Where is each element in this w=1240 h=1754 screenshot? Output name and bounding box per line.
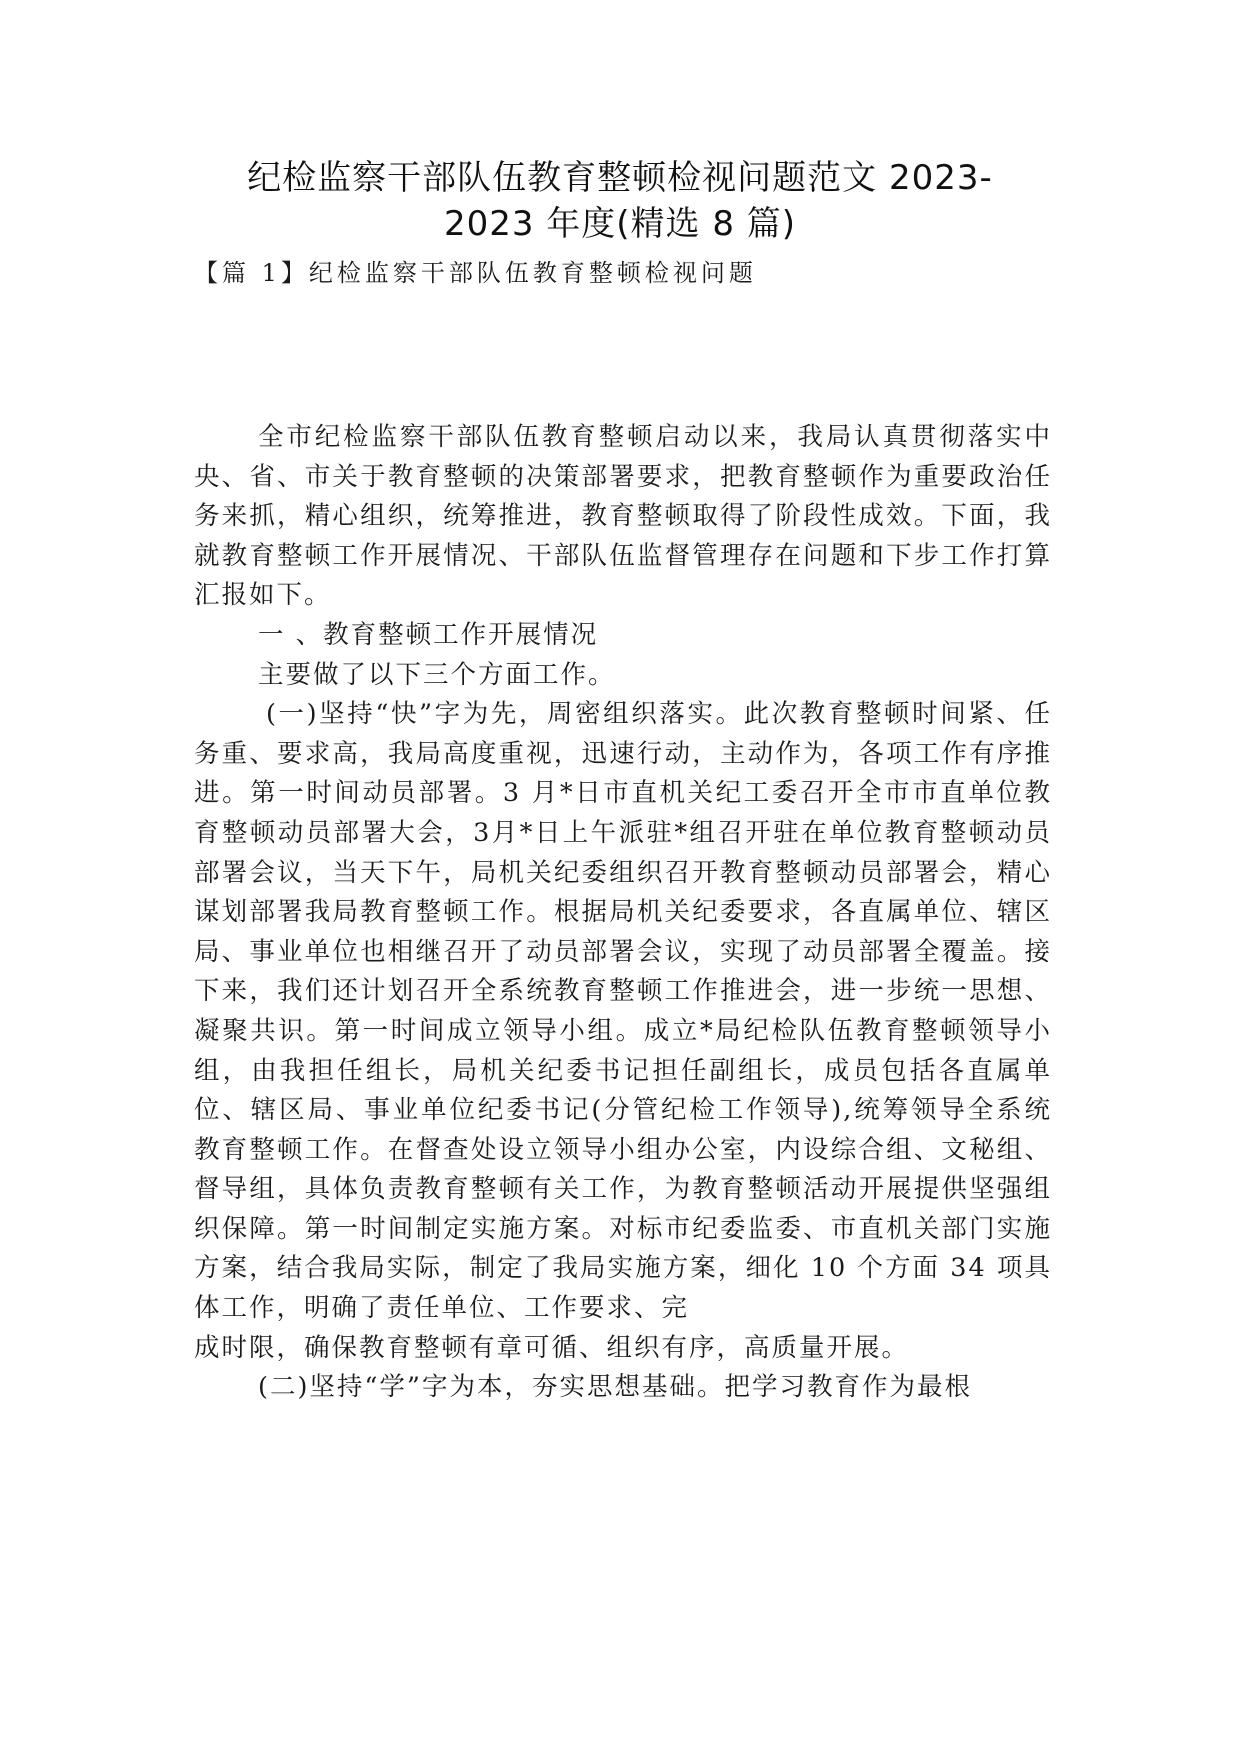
document-title-line-1: 纪检监察干部队伍教育整顿检视问题范文 2023- <box>247 158 993 198</box>
paragraph-intro: 全市纪检监察干部队伍教育整顿启动以来，我局认真贯彻落实中央、省、市关于教育整顿的决策部署要求，把教育整顿作为重要政治任务来抓，精心组织，统筹推进，教育整顿取得了阶段性成效。下面，我就教育整顿工作开展情况、干部队伍监督管理存在问题和下步工作打算汇报如下。 <box>194 422 1052 611</box>
paragraph-point-1: (一)坚持“快”字为先，周密组织落实。此次教育整顿时间紧、任务重、要求高，我局高度重视，迅速行动，主动作为，各项工作有序推进。第一时间动员部署。3 月*日市直机关纪工委召开全市市直单位教育整顿动员部署大会，3月*日上午派驻*组召开驻在单位教育整顿动员部署会议，当天下午，局机关纪委组织召开教育整顿动员部署会，精心谋划部署我局教育整顿工作。根据局机关纪委要求，各直属单位、辖区局、事业单位也相继召开了动员部署会议，实现了动员部署全覆盖。接下来，我们还计划召开全系统教育整顿工作推进会，进一步统一思想、凝聚共识。第一时间成立领导小组。成立*局纪检队伍教育整顿领导小组，由我担任组长，局机关纪委书记担任副组长，成员包括各直属单位、辖区局、事业单位纪委书记(分管纪检工作领导),统筹领导全系统教育整顿工作。在督查处设立领导小组办公室，内设综合组、文秘组、督导组，具体负责教育整顿有关工作，为教育整顿活动开展提供坚强组织保障。第一时间制定实施方案。对标市纪委监委、市直机关部门实施方案，结合我局实际，制定了我局实施方案，细化 10 个方面 34 项具体工作，明确了责任单位、工作要求、完 <box>194 699 1052 1324</box>
document-body <box>194 418 1052 1408</box>
document-title-line-2: 2023 年度(精选 8 篇) <box>443 204 797 244</box>
paragraph-summary: 主要做了以下三个方面工作。 <box>258 659 616 690</box>
section-heading: 【篇 1】纪检监察干部队伍教育整顿检视问题 <box>194 259 757 287</box>
paragraph-point-2: (二)坚持“学”字为本，夯实思想基础。把学习教育作为最根 <box>258 1372 972 1403</box>
paragraph-heading-1: 一 、教育整顿工作开展情况 <box>258 619 599 650</box>
paragraph-point-1-continued: 成时限，确保教育整顿有章可循、组织有序，高质量开展。 <box>194 1332 910 1363</box>
